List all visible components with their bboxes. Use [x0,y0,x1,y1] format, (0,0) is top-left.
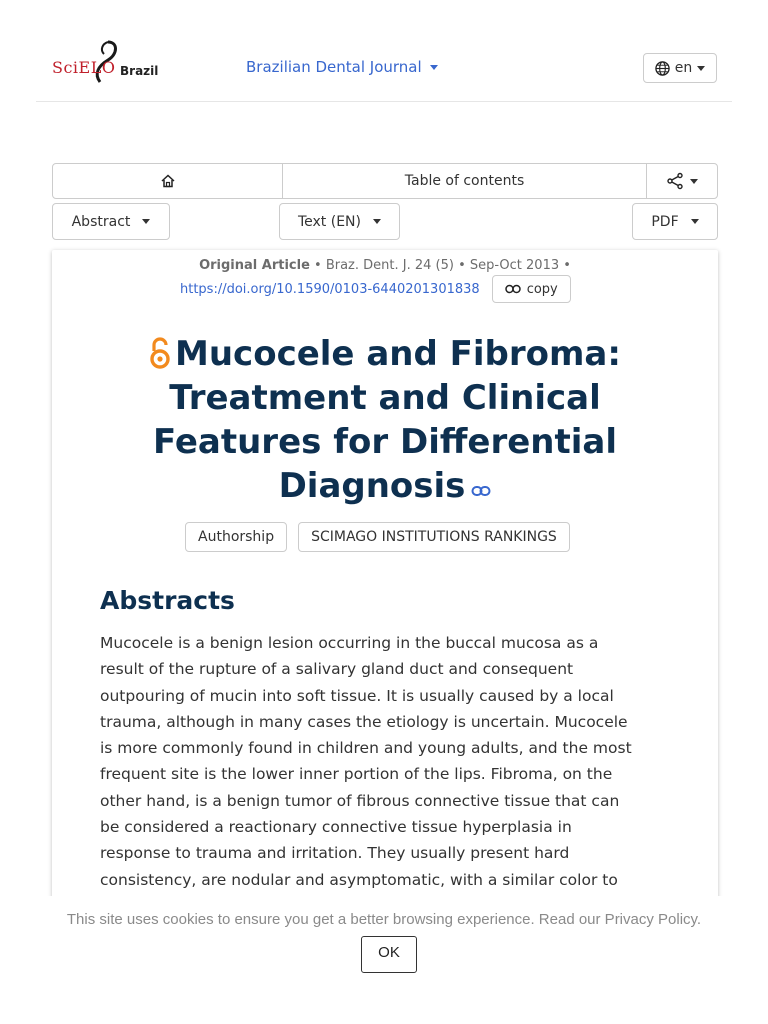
site-header [36,0,732,102]
article-title [92,332,678,508]
cookie-message: This site uses cookies to ensure you get a better browsing experience. Read our Privacy Policy. [66,911,702,928]
copy-label: copy [526,281,558,297]
pdf-dropdown-label: PDF [651,213,679,230]
scimago-rankings-button[interactable]: SCIMAGO INSTITUTIONS RANKINGS [298,522,570,552]
chevron-down-icon [373,219,381,224]
doi-link[interactable]: https://doi.org/10.1590/0103-6440201301838 [180,281,480,297]
abstract-line: consistency, are nodular and asymptomatic, with a similar color to [100,870,618,889]
cookie-banner [0,896,768,1024]
abstract-dropdown-label: Abstract [71,213,131,230]
open-access-icon [149,337,171,369]
logo-region: Brazil [120,64,159,78]
abstract-line: be considered a reactionary connective tissue hyperplasia in [100,818,572,837]
journal-name: Brazilian Dental Journal [246,58,422,76]
abstract-line: result of the rupture of a salivary gland duct and consequent [100,660,574,679]
article-tags [185,522,570,552]
chevron-down-icon [691,219,699,224]
link-icon [505,284,521,294]
globe-icon [655,61,670,76]
share-dropdown[interactable] [647,164,717,198]
doi-row [180,274,571,304]
abstracts-heading: Abstracts [100,586,235,615]
share-icon [666,172,684,190]
abstract-line: response to trauma and irritation. They usually present hard [100,844,570,863]
pdf-dropdown[interactable] [632,203,718,240]
permalink-icon[interactable] [471,485,491,497]
chevron-down-icon [690,179,698,184]
home-button[interactable] [53,164,283,198]
abstract-line: outpouring of mucin into soft tissue. It is usually caused by a local [100,686,614,705]
abstract-line: is more commonly found in children and young adults, and the most [100,739,632,758]
chevron-down-icon [142,219,150,224]
cookie-ok-button[interactable]: OK [361,936,417,973]
copy-doi-button[interactable] [492,275,571,303]
text-dropdown-label: Text (EN) [297,213,361,230]
issue-nav [52,163,718,199]
chevron-down-icon [697,66,705,71]
home-icon [160,173,176,189]
text-language-dropdown[interactable] [279,203,400,240]
title-line-1: Mucocele and Fibroma: [149,334,621,374]
abstract-dropdown[interactable] [52,203,170,240]
article-meta [52,258,718,273]
title-line-3: Features for Differential [153,422,617,462]
article-card [52,250,718,910]
article-type: Original Article [199,258,310,273]
abstract-line: frequent site is the lower inner portion of the lips. Fibroma, on the [100,765,613,784]
authorship-button[interactable]: Authorship [185,522,287,552]
abstract-line: other hand, is a benign tumor of fibrous connective tissue that can [100,791,620,810]
journal-dropdown[interactable] [246,58,438,76]
scielo-logo[interactable] [52,38,182,88]
title-line-4: Diagnosis [279,466,492,506]
table-of-contents-button[interactable]: Table of contents [283,164,647,198]
abstract-line: Mucocele is a benign lesion occurring in the buccal mucosa as a [100,634,599,652]
abstract-text [100,630,670,893]
language-dropdown[interactable] [643,53,717,83]
title-line-2: Treatment and Clinical [169,378,601,418]
logo-text: SciELO [52,58,116,77]
abstract-line: trauma, although in many cases the etiology is uncertain. Mucocele [100,712,628,731]
article-citation: • Braz. Dent. J. 24 (5) • Sep-Oct 2013 • [309,258,571,273]
language-label: en [674,60,693,76]
chevron-down-icon [430,65,438,70]
